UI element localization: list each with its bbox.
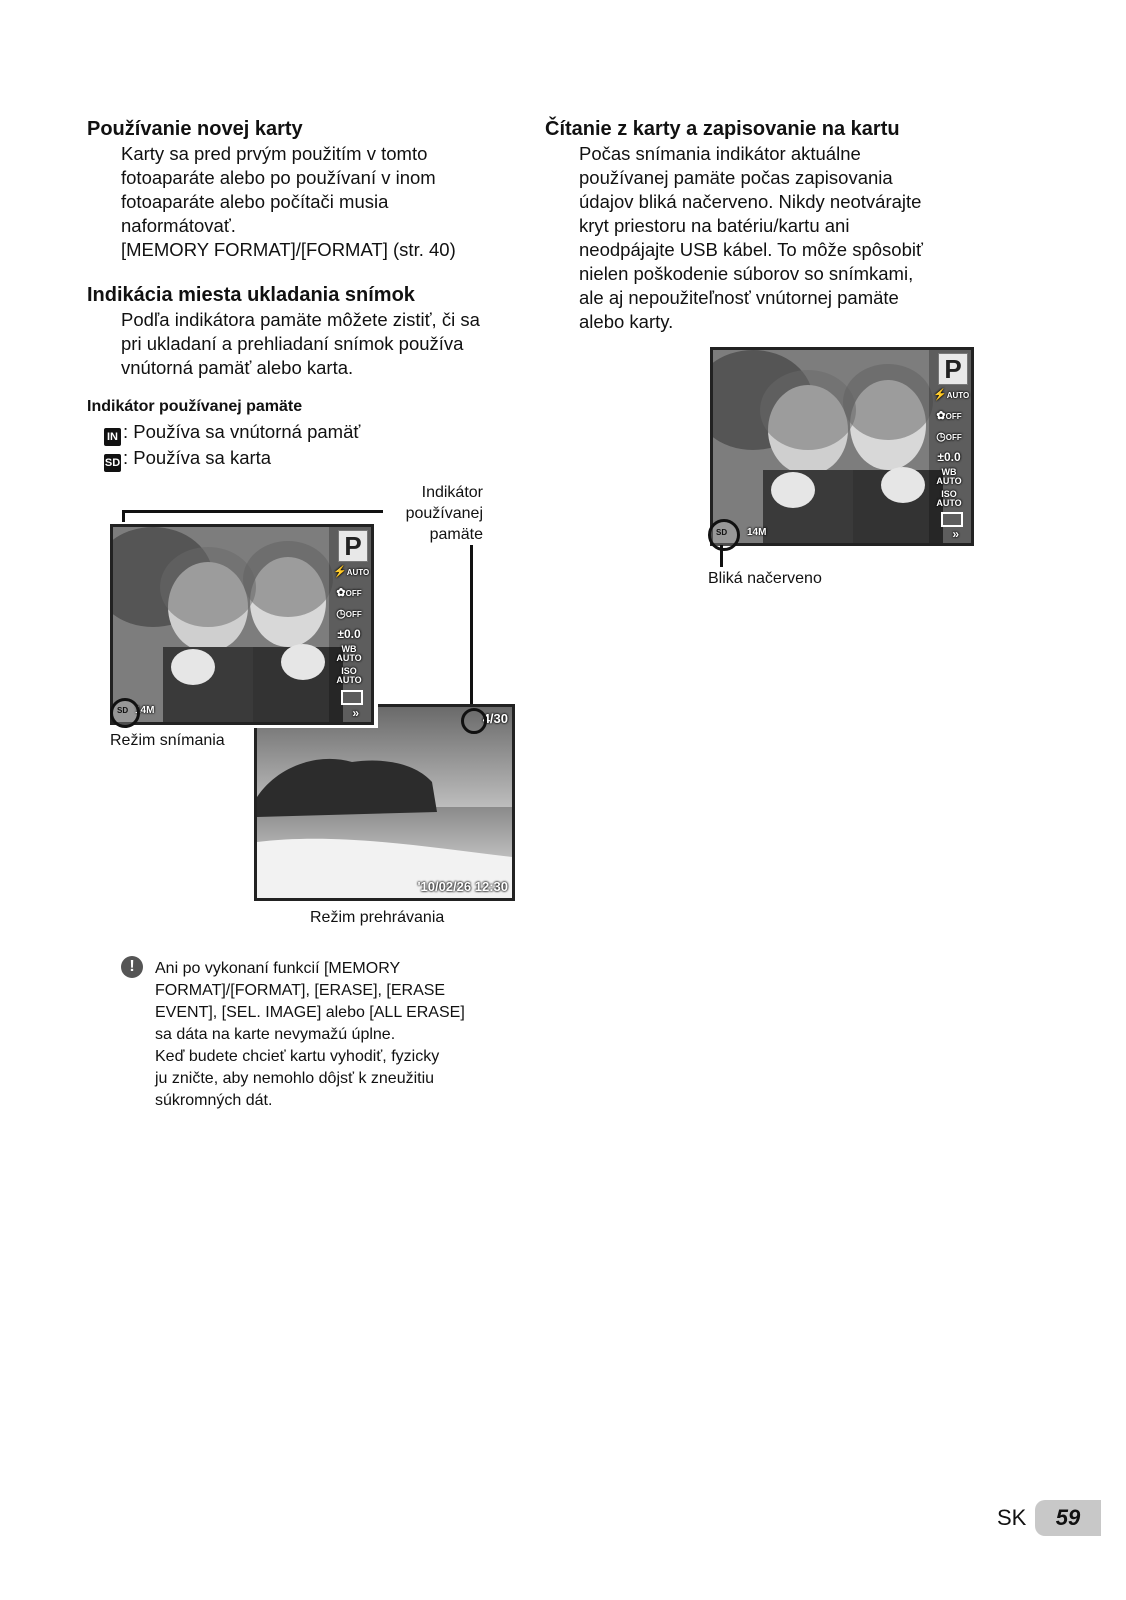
exposure-value: ±0.0 <box>337 627 361 641</box>
image-size: 14M <box>135 705 155 716</box>
text-line: Karty sa pred prvým použitím v tomto <box>121 143 428 164</box>
list-item: SD : Používa sa karta <box>104 446 360 472</box>
subheading-memory-indicator: Indikátor používanej pamäte <box>87 398 303 415</box>
caution-icon: ! <box>121 956 143 978</box>
beach-photo <box>257 707 512 898</box>
selftimer-icon: ◷OFF <box>336 608 362 620</box>
sd-card-icon: SD <box>117 706 129 715</box>
caption-playback-mode: Režim prehrávania <box>310 909 445 926</box>
paragraph-card-read-write: Počas snímania indikátor aktuálne používanej pamäte počas zapisovania údajov bliká načerveno. Nikdy neotvárajte kryt priestoru na batériu/kartu ani neodpájajte USB kábel. To môže spôsobiť nielen poškodenie súborov so snímkami, ale aj nepoužiteľnosť vnútornej pamäte alebo karty. <box>579 143 923 332</box>
frame-counter: 4/30 <box>482 711 508 726</box>
memory-indicator-list <box>104 420 360 472</box>
white-balance: WB AUTO <box>936 467 962 486</box>
flash-icon: ⚡AUTO <box>933 389 970 401</box>
memory-indicator-highlight <box>461 708 487 734</box>
shooting-screen <box>110 524 374 725</box>
heading-storage-indication: Indikácia miesta ukladania snímok <box>87 284 415 306</box>
iso-setting: ISO AUTO <box>936 489 962 508</box>
selftimer-icon: ◷OFF <box>936 431 962 443</box>
caution-note: Ani po vykonaní funkcií [MEMORY FORMAT]/[FORMAT], [ERASE], [ERASE EVENT], [SEL. IMAGE] alebo [ALL ERASE] sa dáta na karte nevymažú úplne. Keď budete chcieť kartu vyhodiť, fyzicky ju zničte, aby nemohlo dôjsť k zneužitiu súkromných dát. <box>155 960 465 1109</box>
text-line: naformátovať. <box>121 215 236 236</box>
text-line: fotoaparáte alebo po používaní v inom <box>121 167 436 188</box>
caption-shooting-mode: Režim snímania <box>110 732 225 749</box>
callout-line <box>122 510 383 513</box>
exposure-value: ±0.0 <box>937 450 961 464</box>
caption-blinking: Bliká načerveno <box>708 570 822 587</box>
macro-icon: ✿OFF <box>336 587 362 599</box>
shooting-mode-indicator: P <box>338 530 368 562</box>
image-size: 14M <box>747 527 767 538</box>
internal-memory-icon: IN <box>104 428 121 446</box>
sd-card-icon: SD <box>716 528 728 537</box>
menu-arrow-icon: » <box>352 706 359 720</box>
shooting-screen-blinking <box>710 347 974 546</box>
text-line: Podľa indikátora pamäte môžete zistiť, či sa <box>121 309 480 330</box>
paragraph-storage-indication <box>121 308 480 380</box>
white-balance: WB AUTO <box>336 644 362 663</box>
iso-setting: ISO AUTO <box>336 666 362 685</box>
list-item: IN : Používa sa vnútorná pamäť <box>104 420 360 446</box>
sd-card-icon: SD <box>104 454 121 472</box>
paragraph-new-card <box>121 142 456 262</box>
date-time: '10/02/26 12:30 <box>417 879 508 894</box>
text-line: fotoaparáte alebo počítači musia <box>121 191 389 212</box>
callout-line <box>470 545 473 708</box>
flash-icon: ⚡AUTO <box>333 566 370 578</box>
page-number: 59 <box>1035 1500 1101 1536</box>
text-line: pri ukladaní a prehliadaní snímok používa <box>121 333 464 354</box>
heading-new-card: Používanie novej karty <box>87 118 303 140</box>
macro-icon: ✿OFF <box>936 410 962 422</box>
text-line: vnútorná pamäť alebo karta. <box>121 357 354 378</box>
aspect-icon <box>941 512 963 527</box>
callout-label: Indikátor používanej pamäte <box>405 484 483 543</box>
language-code: SK <box>997 1505 1027 1530</box>
shooting-mode-indicator: P <box>938 353 968 385</box>
callout-line <box>720 545 723 567</box>
heading-card-read-write: Čítanie z karty a zapisovanie na kartu <box>545 118 900 140</box>
menu-arrow-icon: » <box>952 527 959 541</box>
text-line: [MEMORY FORMAT]/[FORMAT] (str. 40) <box>121 239 456 260</box>
aspect-icon <box>341 690 363 705</box>
